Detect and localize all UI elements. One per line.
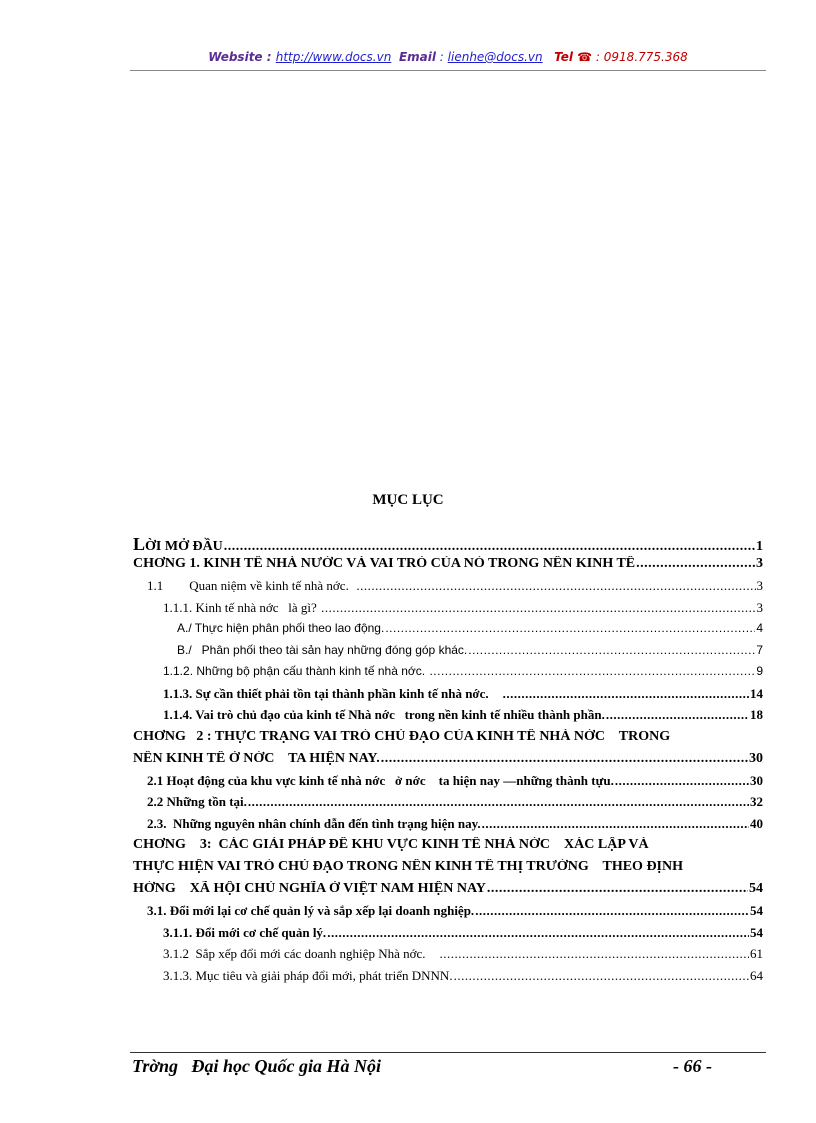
dot-leader [356, 578, 755, 594]
website-link[interactable]: http://www.docs.vn [275, 50, 392, 64]
toc-entry-page: 14 [750, 685, 763, 701]
toc-entry-chapter-2-cont[interactable] [133, 751, 763, 773]
toc-entry-1-1-2[interactable] [133, 664, 763, 686]
toc-entry-text: A./ Thực hiện phân phối theo lao động. [177, 621, 385, 635]
toc-entry-a[interactable] [133, 621, 763, 643]
toc-entry-chapter-3-cont-1[interactable] [133, 859, 763, 881]
dot-leader [487, 881, 748, 897]
toc-title: MỤC LỤC [372, 492, 444, 508]
toc-entry-page: 30 [750, 772, 763, 788]
toc-entry-page: 7 [756, 642, 763, 657]
dot-leader [381, 751, 748, 767]
website-label: Website : [208, 50, 276, 64]
dot-leader [440, 946, 750, 962]
dot-leader [248, 794, 749, 810]
toc-entry-chapter-3[interactable] [133, 837, 763, 859]
toc-entry-3-1-2[interactable] [133, 946, 763, 968]
toc-entry-page: 54 [750, 924, 763, 940]
email-label: Email [398, 50, 436, 64]
dot-leader [503, 686, 749, 702]
toc-entry-text: 3.1. Đổi mới lại cơ chế quản lý và sắp xếp lại doanh nghiệp. [147, 903, 475, 918]
toc-entry-text: 1.1.4. Vai trò chủ đạo của kinh tế Nhà nớc trong nền kinh tế nhiều thành phần. [163, 707, 605, 722]
toc-entry-page: 18 [750, 707, 763, 722]
toc-entry-chapter-2[interactable] [133, 729, 763, 751]
toc-entry-intro[interactable] [133, 534, 763, 556]
toc-entry-3-1-3[interactable] [133, 968, 763, 990]
toc-entry-2-3[interactable] [133, 816, 763, 838]
dot-leader [385, 621, 755, 635]
toc-entry-lead: L [133, 534, 146, 554]
toc-entry-text: 3.1.2 Sắp xếp đổi mới các doanh nghiệp Nhà nớc. [163, 946, 439, 961]
toc-entry-page: 1 [756, 539, 763, 554]
email-link[interactable]: lienhe@docs.vn [447, 50, 543, 64]
dot-leader [636, 556, 755, 572]
toc-entry-text: 1.1.1. Kinh tế nhà nớc là gì? [163, 599, 321, 615]
dot-leader [475, 903, 749, 919]
toc-entry-text: 1.1 Quan niệm về kinh tế nhà nớc. [147, 578, 356, 593]
table-of-contents [133, 534, 763, 989]
toc-entry-b[interactable] [133, 643, 763, 665]
dot-leader [606, 707, 749, 723]
toc-entry-1-1-3[interactable] [133, 686, 763, 708]
dot-leader [615, 773, 749, 789]
toc-entry-3-1[interactable] [133, 903, 763, 925]
dot-leader [482, 816, 749, 832]
toc-entry-text: CHƠNG 3: CÁC GIẢI PHÁP ĐỂ KHU VỰC KINH TẾ NHÀ NỚC XÁC LẬP VÀ [133, 837, 649, 852]
toc-entry-1-1-4[interactable] [133, 707, 763, 729]
toc-entry-1-1[interactable] [133, 578, 763, 600]
dot-leader [454, 968, 749, 984]
toc-entry-1-1-1[interactable] [133, 600, 763, 622]
page-footer [132, 1056, 712, 1076]
toc-entry-page: 54 [749, 881, 763, 896]
toc-entry-text: CHƠNG 1. KINH TẾ NHÀ NƯỚC VÀ VAI TRÒ CỦA NÓ TRONG NỀN KINH TẾ [133, 556, 636, 571]
toc-entry-text: 1.1.3. Sự cần thiết phải tồn tại thành phần kinh tế nhà nớc. [163, 685, 502, 701]
toc-entry-page: 64 [750, 967, 763, 983]
toc-entry-text: CHƠNG 2 : THỰC TRẠNG VAI TRÒ CHỦ ĐẠO CỦA KINH TẾ NHÀ NỚC TRONG [133, 728, 671, 744]
dot-leader [224, 539, 755, 555]
toc-entry-page: 3 [756, 599, 763, 615]
toc-entry-page: 3 [756, 556, 763, 571]
toc-entry-page: 32 [750, 794, 763, 809]
toc-entry-chapter-1[interactable] [133, 556, 763, 578]
toc-entry-page: 4 [756, 621, 763, 635]
toc-entry-chapter-3-cont-2[interactable] [133, 881, 763, 903]
toc-entry-text: 2.2 Những tồn tại. [147, 794, 247, 809]
toc-entry-page: 9 [756, 664, 763, 678]
email-separator: : [435, 50, 448, 64]
toc-entry-page: 61 [750, 946, 763, 961]
dot-leader [429, 664, 755, 678]
toc-entry-2-1[interactable] [133, 773, 763, 795]
toc-entry-page: 40 [750, 815, 763, 831]
header-rule [130, 70, 766, 71]
dot-leader [468, 643, 755, 657]
tel-label: Tel ☎ [554, 50, 593, 64]
footer-rule [130, 1052, 766, 1053]
toc-entry-text: 2.1 Hoạt động của khu vực kinh tế nhà nớc ở nớc ta hiện nay —những thành tựu. [147, 772, 614, 788]
toc-entry-text: ỜI MỞ ĐẦU [145, 539, 223, 554]
toc-entry-page: 3 [756, 578, 763, 593]
page-header [130, 50, 766, 64]
toc-entry-text: 2.3. Những nguyên nhân chính dẫn đến tình trạng hiện nay. [147, 815, 481, 831]
toc-entry-text: NỀN KINH TẾ Ở NỚC TA HIỆN NAY. [133, 750, 380, 766]
page-number: - 66 - [673, 1056, 712, 1076]
footer-university: Trờng Đại học Quốc gia Hà Nội [132, 1056, 382, 1076]
toc-entry-page: 30 [749, 750, 763, 766]
toc-entry-text: HỚNG XÃ HỘI CHỦ NGHĨA Ở VIỆT NAM HIỆN NAY [133, 881, 486, 896]
toc-entry-text: THỰC HIỆN VAI TRÒ CHỦ ĐẠO TRONG NỀN KINH TẾ THỊ TRƯỜNG THEO ĐỊNH [133, 859, 683, 874]
toc-entry-2-2[interactable] [133, 794, 763, 816]
toc-entry-text: 3.1.3. Mục tiêu và giải pháp đổi mới, phát triển DNNN. [163, 967, 453, 983]
dot-leader [327, 925, 749, 941]
toc-entry-3-1-1[interactable] [133, 925, 763, 947]
toc-entry-text: 3.1.1. Đổi mới cơ chế quản lý. [163, 924, 327, 940]
toc-entry-text: B./ Phân phối theo tài sản hay những đóng góp khác. [177, 642, 468, 657]
toc-entry-page: 54 [750, 903, 763, 918]
tel-number: : 0918.775.368 [592, 50, 688, 64]
dot-leader [321, 600, 755, 616]
toc-entry-text: 1.1.2. Những bộ phận cấu thành kinh tế nhà nớc. [163, 664, 429, 678]
